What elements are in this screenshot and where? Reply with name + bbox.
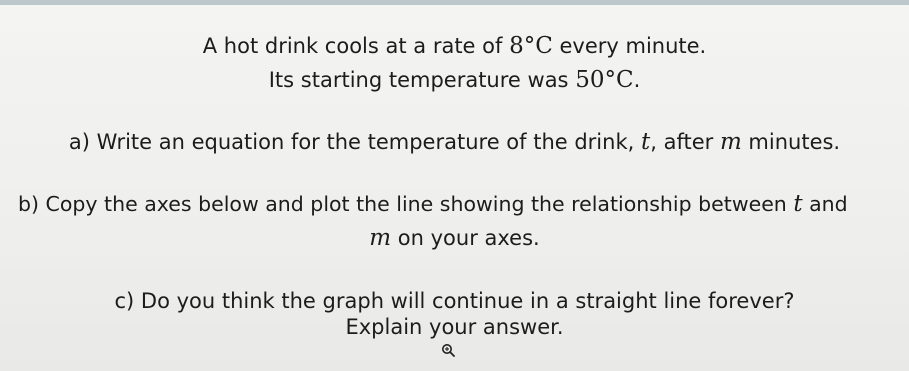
zoom-in-icon[interactable] xyxy=(441,343,455,357)
part-b-question-line-2 xyxy=(0,224,909,252)
intro-line-2 xyxy=(0,66,909,94)
starting-temperature-value: 50°C xyxy=(575,67,634,93)
part-c-text-2: Explain your answer. xyxy=(345,315,564,339)
part-b-text: b) Copy the axes below and plot the line showing the relationship between xyxy=(18,192,794,216)
part-c-text: c) Do you think the graph will continue in a straight line forever? xyxy=(114,289,795,313)
part-c-question-line-2 xyxy=(0,313,909,341)
part-b-question-line-1 xyxy=(18,190,898,218)
intro-line-1 xyxy=(0,32,909,60)
variable-m: m xyxy=(369,225,392,251)
intro-line-1-text: A hot drink cools at a rate of xyxy=(202,34,510,58)
part-a-text: a) Write an equation for the temperature of the drink, xyxy=(68,130,641,154)
part-b-text-end: and xyxy=(802,192,848,216)
cooling-rate-value: 8°C xyxy=(509,33,553,59)
part-a-text-middle: , after xyxy=(650,130,720,154)
part-a-text-end: minutes. xyxy=(741,130,841,154)
part-c-question-line-1 xyxy=(0,287,909,315)
part-b-line-2-text: on your axes. xyxy=(391,226,540,250)
variable-m: m xyxy=(719,129,742,155)
variable-t: t xyxy=(793,191,803,217)
variable-t: t xyxy=(640,129,651,155)
intro-line-1-end: every minute. xyxy=(552,34,707,58)
part-a-question xyxy=(0,128,909,156)
intro-line-2-end: . xyxy=(633,68,641,92)
intro-line-2-text: Its starting temperature was xyxy=(268,68,576,92)
